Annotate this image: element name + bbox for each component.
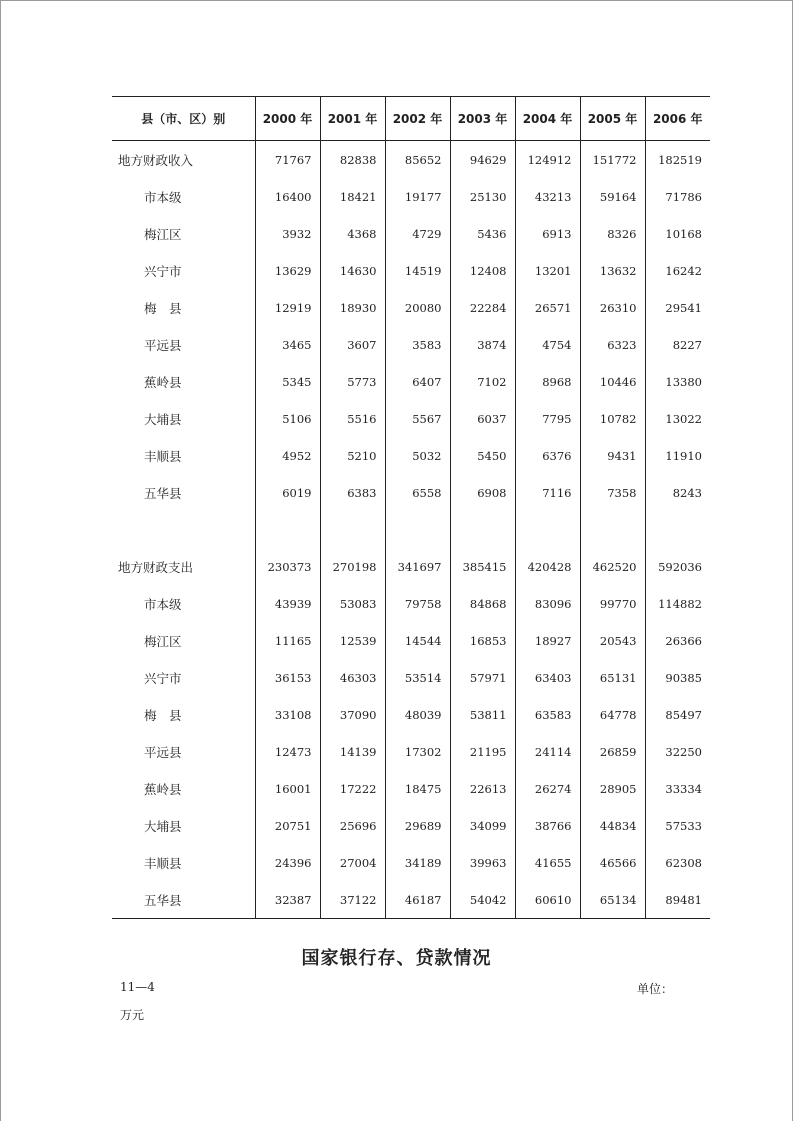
table-cell: 6323 <box>580 326 645 363</box>
table-cell: 82838 <box>320 141 385 179</box>
sub-region-name: 梅 县 <box>144 707 182 723</box>
empty-cell <box>255 511 320 548</box>
table-cell: 54042 <box>450 881 515 919</box>
table-cell: 5450 <box>450 437 515 474</box>
table-cell: 29689 <box>385 807 450 844</box>
table-cell: 12473 <box>255 733 320 770</box>
table-row <box>112 289 710 326</box>
table-cell: 6383 <box>320 474 385 511</box>
table-cell: 37090 <box>320 696 385 733</box>
header-region: 县（市、区）别 <box>112 97 255 141</box>
table-cell: 48039 <box>385 696 450 733</box>
table-cell: 20080 <box>385 289 450 326</box>
table-cell: 46566 <box>580 844 645 881</box>
table-cell: 28905 <box>580 770 645 807</box>
table-cell: 8227 <box>645 326 710 363</box>
table-cell: 11910 <box>645 437 710 474</box>
table-cell: 43213 <box>515 178 580 215</box>
table-cell: 71786 <box>645 178 710 215</box>
sub-region-name: 大埔县 <box>144 818 182 834</box>
table-cell: 5106 <box>255 400 320 437</box>
table-cell: 4754 <box>515 326 580 363</box>
table-cell: 6376 <box>515 437 580 474</box>
table-cell: 14630 <box>320 252 385 289</box>
section-title-label: 地方财政支出 <box>118 559 194 575</box>
table-cell: 4952 <box>255 437 320 474</box>
table-cell: 10446 <box>580 363 645 400</box>
table-cell: 21195 <box>450 733 515 770</box>
sub-region-name: 五华县 <box>144 485 182 501</box>
table-cell: 85652 <box>385 141 450 179</box>
table-cell: 33334 <box>645 770 710 807</box>
sub-region-name: 平远县 <box>144 744 182 760</box>
table-cell: 26859 <box>580 733 645 770</box>
table-cell: 22613 <box>450 770 515 807</box>
table-cell: 65131 <box>580 659 645 696</box>
table-cell: 16853 <box>450 622 515 659</box>
table-cell: 4729 <box>385 215 450 252</box>
table-cell: 20751 <box>255 807 320 844</box>
table-body <box>112 141 710 919</box>
table-cell: 89481 <box>645 881 710 919</box>
table-row <box>112 252 710 289</box>
table-row <box>112 696 710 733</box>
section-total-row <box>112 548 710 585</box>
header-year: 2005 年 <box>580 97 645 141</box>
table-cell: 85497 <box>645 696 710 733</box>
table-cell: 7358 <box>580 474 645 511</box>
table-cell: 16242 <box>645 252 710 289</box>
table-cell: 83096 <box>515 585 580 622</box>
table-cell: 385415 <box>450 548 515 585</box>
table-cell: 18930 <box>320 289 385 326</box>
table-row <box>112 178 710 215</box>
table-cell: 13380 <box>645 363 710 400</box>
table-cell: 5436 <box>450 215 515 252</box>
table-cell: 11165 <box>255 622 320 659</box>
sub-region-name: 丰顺县 <box>144 855 182 871</box>
table-cell: 34189 <box>385 844 450 881</box>
table-cell: 71767 <box>255 141 320 179</box>
table-cell: 90385 <box>645 659 710 696</box>
sub-region-name: 蕉岭县 <box>144 781 182 797</box>
table-cell: 182519 <box>645 141 710 179</box>
table-cell: 420428 <box>515 548 580 585</box>
table-number: 11—4 <box>120 980 155 994</box>
unit-label: 单位： <box>637 982 674 996</box>
table-cell: 8326 <box>580 215 645 252</box>
unit-value: 万元 <box>120 1008 145 1022</box>
sub-region-name: 兴宁市 <box>144 670 182 686</box>
table-cell: 26571 <box>515 289 580 326</box>
table-cell: 6908 <box>450 474 515 511</box>
table-cell: 63403 <box>515 659 580 696</box>
sub-region-name: 梅江区 <box>144 226 182 242</box>
sub-region-name: 五华县 <box>112 881 255 919</box>
table-cell: 7116 <box>515 474 580 511</box>
empty-cell <box>515 511 580 548</box>
table-cell: 53811 <box>450 696 515 733</box>
empty-cell <box>580 511 645 548</box>
table-cell: 13632 <box>580 252 645 289</box>
sub-region-name: 大埔县 <box>144 411 182 427</box>
table-cell: 5032 <box>385 437 450 474</box>
table-cell: 25130 <box>450 178 515 215</box>
table-cell: 12539 <box>320 622 385 659</box>
table-cell: 32250 <box>645 733 710 770</box>
table-row <box>112 881 710 919</box>
table-cell: 63583 <box>515 696 580 733</box>
table-cell: 22284 <box>450 289 515 326</box>
table-cell: 79758 <box>385 585 450 622</box>
table-cell: 37122 <box>320 881 385 919</box>
empty-cell <box>112 511 255 548</box>
table-cell: 43939 <box>255 585 320 622</box>
table-cell: 62308 <box>645 844 710 881</box>
table-row <box>112 215 710 252</box>
table-cell: 5345 <box>255 363 320 400</box>
table-row <box>112 326 710 363</box>
table-cell: 12408 <box>450 252 515 289</box>
table-cell: 17222 <box>320 770 385 807</box>
table-cell: 4368 <box>320 215 385 252</box>
table-cell: 16001 <box>255 770 320 807</box>
sub-region-name: 梅 县 <box>144 300 182 316</box>
table-cell: 18927 <box>515 622 580 659</box>
table-cell: 84868 <box>450 585 515 622</box>
table-cell: 34099 <box>450 807 515 844</box>
table-row <box>112 659 710 696</box>
table-cell: 57971 <box>450 659 515 696</box>
table-cell: 20543 <box>580 622 645 659</box>
table-cell: 3874 <box>450 326 515 363</box>
header-year: 2004 年 <box>515 97 580 141</box>
header-year: 2000 年 <box>255 97 320 141</box>
table-row <box>112 437 710 474</box>
table-cell: 18475 <box>385 770 450 807</box>
table-cell: 24396 <box>255 844 320 881</box>
table-cell: 3607 <box>320 326 385 363</box>
table-cell: 8968 <box>515 363 580 400</box>
fiscal-table <box>112 96 710 919</box>
table-cell: 6037 <box>450 400 515 437</box>
table-cell: 10782 <box>580 400 645 437</box>
section-total-row <box>112 141 710 179</box>
header-year: 2006 年 <box>645 97 710 141</box>
table-cell: 53514 <box>385 659 450 696</box>
sub-region-name: 梅江区 <box>144 633 182 649</box>
table-cell: 46303 <box>320 659 385 696</box>
empty-cell <box>385 511 450 548</box>
empty-cell <box>450 511 515 548</box>
table-cell: 13022 <box>645 400 710 437</box>
table-row <box>112 807 710 844</box>
table-cell: 7102 <box>450 363 515 400</box>
table-cell: 46187 <box>385 881 450 919</box>
table-cell: 94629 <box>450 141 515 179</box>
spacer-row <box>112 511 710 548</box>
table-cell: 18421 <box>320 178 385 215</box>
section-title: 国家银行存、贷款情况 <box>301 948 492 969</box>
sub-region-name: 丰顺县 <box>144 448 182 464</box>
table-cell: 6558 <box>385 474 450 511</box>
table-row <box>112 400 710 437</box>
table-cell: 7795 <box>515 400 580 437</box>
table-cell: 19177 <box>385 178 450 215</box>
sub-region-name: 平远县 <box>144 337 182 353</box>
table-cell: 5516 <box>320 400 385 437</box>
table-cell: 57533 <box>645 807 710 844</box>
table-row <box>112 474 710 511</box>
table-cell: 114882 <box>645 585 710 622</box>
table-cell: 27004 <box>320 844 385 881</box>
table-cell: 99770 <box>580 585 645 622</box>
sub-region-name: 市本级 <box>144 596 182 612</box>
table-cell: 10168 <box>645 215 710 252</box>
sub-region-name: 蕉岭县 <box>144 374 182 390</box>
table-cell: 36153 <box>255 659 320 696</box>
table-cell: 29541 <box>645 289 710 326</box>
table-cell: 3583 <box>385 326 450 363</box>
table-cell: 17302 <box>385 733 450 770</box>
table-row <box>112 733 710 770</box>
table-cell: 3932 <box>255 215 320 252</box>
empty-cell <box>645 511 710 548</box>
table-cell: 5567 <box>385 400 450 437</box>
table-cell: 8243 <box>645 474 710 511</box>
header-year: 2002 年 <box>385 97 450 141</box>
table-cell: 270198 <box>320 548 385 585</box>
table-cell: 33108 <box>255 696 320 733</box>
table-cell: 14519 <box>385 252 450 289</box>
table-cell: 341697 <box>385 548 450 585</box>
table-cell: 41655 <box>515 844 580 881</box>
table-cell: 26274 <box>515 770 580 807</box>
table-cell: 53083 <box>320 585 385 622</box>
table-cell: 462520 <box>580 548 645 585</box>
section-title-label: 地方财政收入 <box>118 152 194 168</box>
table-cell: 3465 <box>255 326 320 363</box>
table-cell: 26310 <box>580 289 645 326</box>
table-row <box>112 844 710 881</box>
table-cell: 592036 <box>645 548 710 585</box>
table-cell: 59164 <box>580 178 645 215</box>
table-cell: 24114 <box>515 733 580 770</box>
table-cell: 13201 <box>515 252 580 289</box>
table-cell: 151772 <box>580 141 645 179</box>
header-year: 2001 年 <box>320 97 385 141</box>
sub-region-name: 市本级 <box>144 189 182 205</box>
table-row <box>112 363 710 400</box>
table-cell: 9431 <box>580 437 645 474</box>
table-cell: 6019 <box>255 474 320 511</box>
table-cell: 32387 <box>255 881 320 919</box>
table-cell: 44834 <box>580 807 645 844</box>
table-cell: 6913 <box>515 215 580 252</box>
table-cell: 5773 <box>320 363 385 400</box>
table-row <box>112 622 710 659</box>
table-cell: 13629 <box>255 252 320 289</box>
table-cell: 60610 <box>515 881 580 919</box>
header-year: 2003 年 <box>450 97 515 141</box>
table-cell: 12919 <box>255 289 320 326</box>
table-row <box>112 770 710 807</box>
table-cell: 230373 <box>255 548 320 585</box>
table-cell: 16400 <box>255 178 320 215</box>
table-cell: 65134 <box>580 881 645 919</box>
table-cell: 64778 <box>580 696 645 733</box>
table-header-row <box>112 97 710 141</box>
table-cell: 5210 <box>320 437 385 474</box>
table-cell: 14139 <box>320 733 385 770</box>
table-cell: 124912 <box>515 141 580 179</box>
table-cell: 14544 <box>385 622 450 659</box>
table-cell: 25696 <box>320 807 385 844</box>
table-cell: 26366 <box>645 622 710 659</box>
table-row <box>112 585 710 622</box>
empty-cell <box>320 511 385 548</box>
table-cell: 38766 <box>515 807 580 844</box>
table-cell: 6407 <box>385 363 450 400</box>
sub-region-name: 兴宁市 <box>144 263 182 279</box>
table-cell: 39963 <box>450 844 515 881</box>
